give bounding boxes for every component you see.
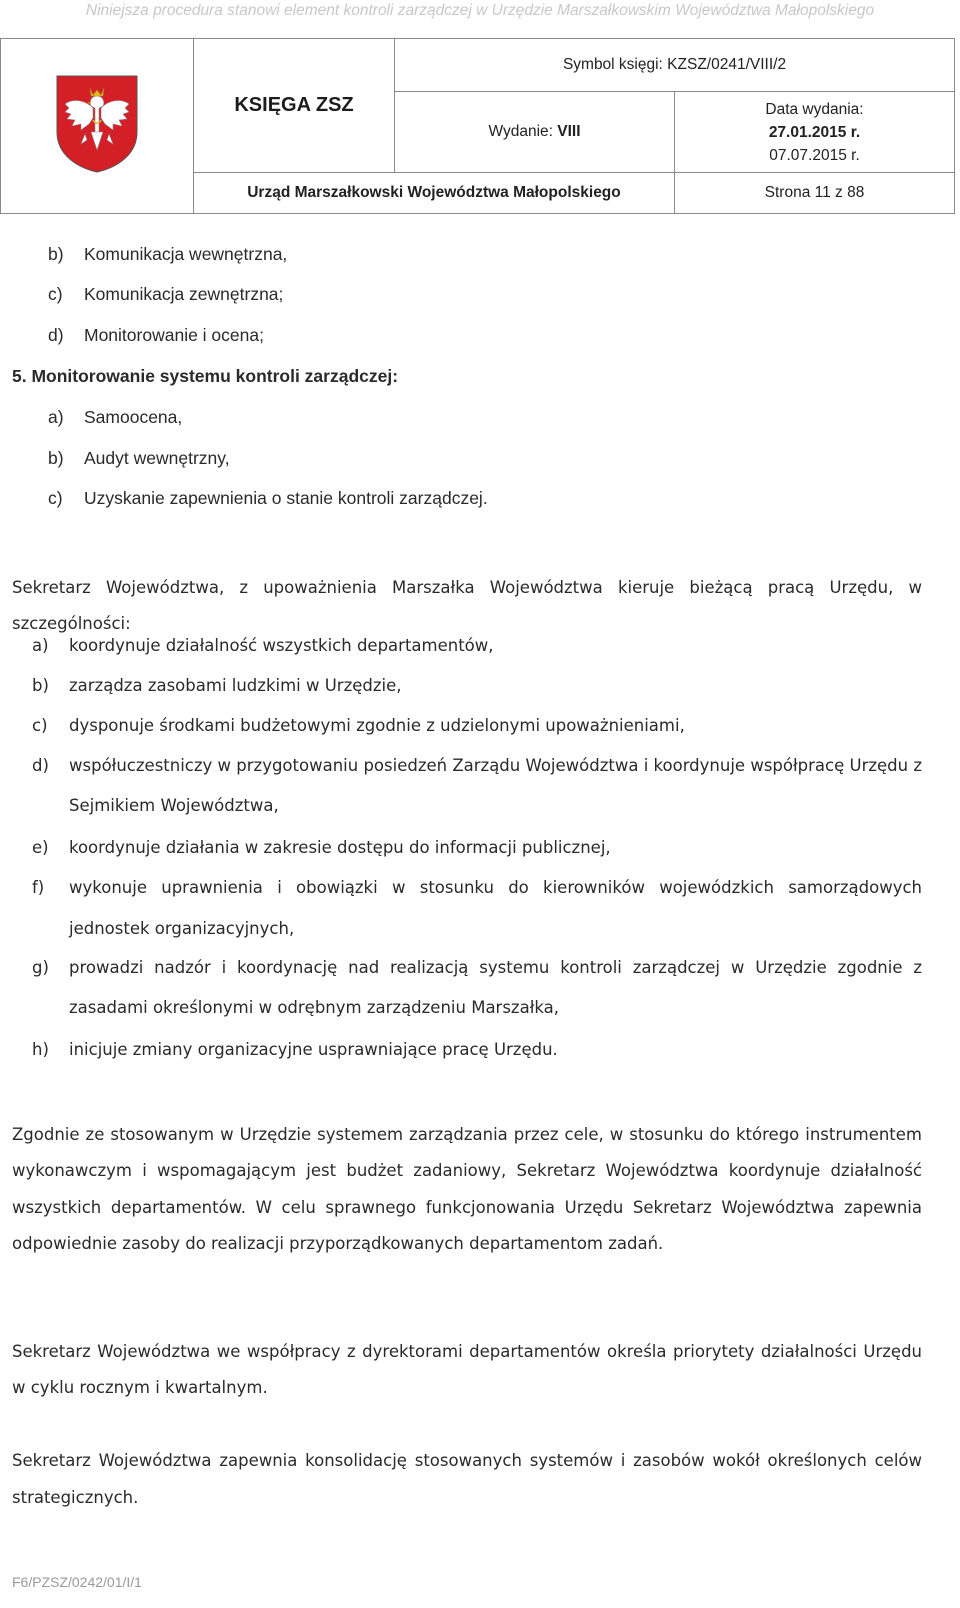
list-item: b) Audyt wewnętrzny,	[48, 448, 230, 468]
edition-label: Wydanie:	[488, 123, 553, 140]
document-header	[0, 38, 955, 214]
page-number: Strona 11 z 88	[675, 173, 955, 214]
office-name: Urząd Marszałkowski Województwa Małopolskiego	[194, 173, 675, 214]
coat-of-arms-cell	[1, 39, 194, 214]
document-code: F6/PZSZ/0242/01/I/1	[12, 1574, 142, 1590]
sekretarz-intro: Sekretarz Województwa, z upoważnienia Marszałka Województwa kieruje bieżącą pracą Urzędu, w szczególności:	[12, 578, 922, 633]
paragraph: Zgodnie ze stosowanym w Urzędzie systemem zarządzania przez cele, w stosunku do którego instrumentem wykonawczym i wspomagającym jest budżet zadaniowy, Sekretarz Województwa koordynuje działalność wszystkich departamentów. W celu sprawnego funkcjonowania Urzędu Sekretarz Województwa zapewnia odpowiednie zasoby do realizacji przyporządkowanych departamentom zadań.	[12, 1125, 922, 1253]
list-item: c) Uzyskanie zapewnienia o stanie kontroli zarządczej.	[48, 488, 488, 508]
issue-date-value-2: 07.07.2015 r.	[769, 146, 860, 164]
issue-date-value-1: 27.01.2015 r.	[768, 123, 861, 141]
watermark: Niniejsza procedura stanowi element kontroli zarządczej w Urzędzie Marszałkowskim Województwa Małopolskiego	[85, 2, 875, 19]
coat-of-arms-icon	[55, 74, 139, 174]
book-symbol: Symbol księgi: KZSZ/0241/VIII/2	[395, 39, 955, 92]
section-heading: 5. Monitorowanie systemu kontroli zarządczej:	[12, 366, 399, 386]
list-item: a) Samoocena,	[48, 407, 183, 427]
document-title: KSIĘGA ZSZ	[194, 39, 395, 173]
list-item: b) Komunikacja wewnętrzna,	[48, 244, 288, 264]
edition-cell	[395, 92, 675, 173]
issue-date-cell	[675, 92, 955, 173]
list-item: c) Komunikacja zewnętrzna;	[48, 284, 284, 304]
edition-value: VIII	[557, 123, 581, 140]
issue-date-label: Data wydania:	[765, 100, 864, 118]
list-item: d) Monitorowanie i ocena;	[48, 325, 264, 345]
paragraph: Sekretarz Województwa we współpracy z dyrektorami departamentów określa priorytety działalności Urzędu w cyklu rocznym i kwartalnym.	[12, 1342, 922, 1397]
paragraph: Sekretarz Województwa zapewnia konsolidację stosowanych systemów i zasobów wokół określonych celów strategicznych.	[12, 1451, 922, 1507]
